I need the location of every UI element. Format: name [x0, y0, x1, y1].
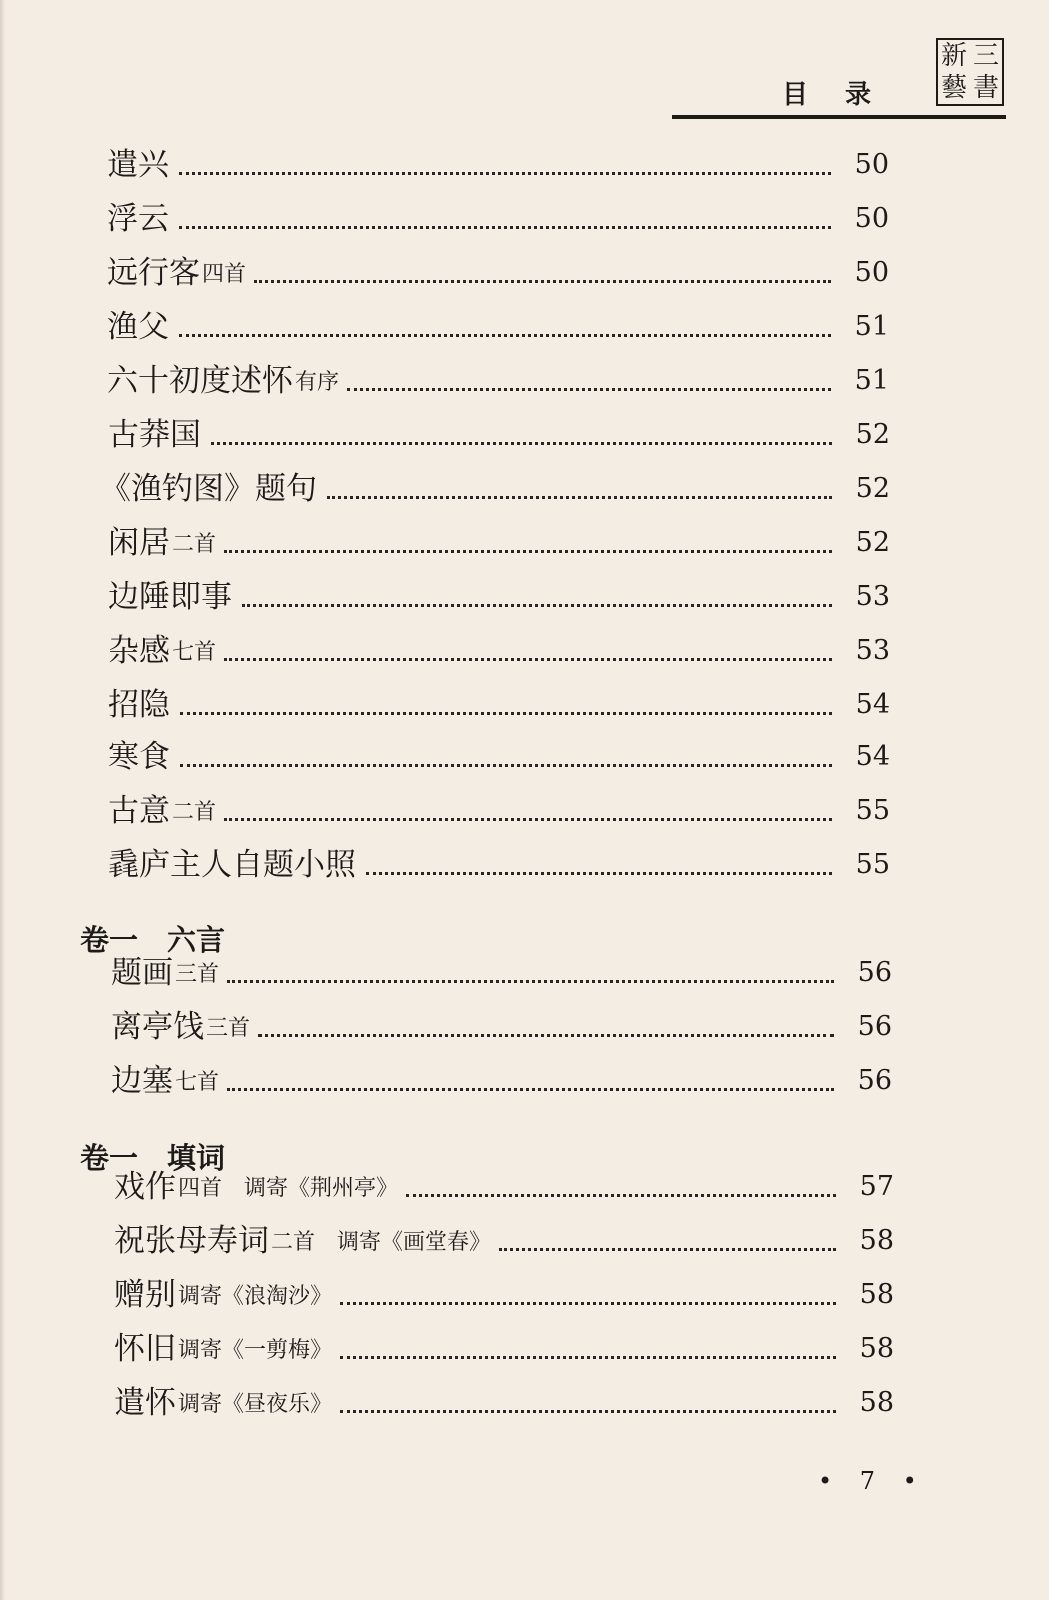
entry-title: 遣怀: [114, 1385, 176, 1421]
toc-entry[interactable]: [111, 1061, 892, 1101]
page-title: 目 录: [781, 80, 885, 110]
leader-dots: [224, 818, 832, 821]
toc-entry[interactable]: [107, 361, 889, 401]
leader-dots: [179, 334, 831, 337]
leader-dots: [340, 1356, 836, 1359]
header-rule: [672, 115, 1006, 119]
entry-page: 51: [854, 365, 889, 396]
entry-title: 渔父: [107, 309, 169, 345]
leader-dots: [224, 658, 832, 661]
entry-page: 56: [857, 957, 892, 988]
entry-page: 58: [859, 1387, 894, 1418]
entry-title: 古莽国: [108, 417, 201, 453]
entry-title: 闲居: [108, 525, 170, 561]
toc-entry[interactable]: [108, 791, 890, 831]
toc-entry[interactable]: [114, 1221, 894, 1261]
seal-char: 新: [940, 41, 967, 71]
toc-entry[interactable]: [107, 145, 889, 185]
leader-dots: [242, 604, 832, 607]
entry-note: 四首 调寄《荆州亭》: [178, 1176, 399, 1201]
entry-note: 七首: [172, 640, 217, 665]
toc-entry[interactable]: [114, 1383, 894, 1423]
entry-title: 寒食: [108, 739, 170, 775]
entry-page: 50: [854, 203, 889, 234]
entry-page: 58: [859, 1279, 894, 1310]
leader-dots: [499, 1248, 836, 1251]
entry-page: 58: [859, 1225, 894, 1256]
toc-entry[interactable]: [108, 737, 890, 777]
entry-note: 有序: [295, 370, 340, 395]
leader-dots: [340, 1302, 836, 1305]
entry-page: 55: [855, 849, 890, 880]
entry-page: 56: [857, 1065, 892, 1096]
section-heading: 卷一 填词: [80, 1141, 226, 1175]
entry-title: 毳庐主人自题小照: [108, 847, 356, 883]
leader-dots: [347, 388, 831, 391]
entry-page: 54: [855, 689, 890, 720]
toc-entry[interactable]: [108, 415, 890, 455]
entry-note: 三首: [206, 1016, 251, 1041]
entry-page: 51: [854, 311, 889, 342]
entry-title: 边塞: [111, 1063, 173, 1099]
page-edge-shadow: [0, 0, 5, 1600]
leader-dots: [254, 280, 831, 283]
leader-dots: [224, 550, 832, 553]
seal-char: 書: [972, 73, 999, 103]
entry-title: 题画: [111, 955, 173, 991]
entry-title: 招隐: [108, 687, 170, 723]
entry-note: 二首: [172, 532, 217, 557]
entry-page: 52: [855, 419, 890, 450]
toc-entry[interactable]: [111, 1007, 892, 1047]
leader-dots: [179, 226, 831, 229]
entry-page: 57: [859, 1171, 894, 1202]
seal-char: 三: [972, 41, 999, 71]
seal-char: 藝: [940, 73, 967, 103]
leader-dots: [179, 172, 831, 175]
toc-entry[interactable]: [114, 1275, 894, 1315]
entry-title: 六十初度述怀: [107, 363, 293, 399]
toc-entry[interactable]: [100, 469, 890, 509]
entry-title: 边陲即事: [108, 579, 232, 615]
entry-note: 三首: [175, 962, 220, 987]
entry-title: 《渔钓图》题句: [100, 471, 317, 507]
toc-entry[interactable]: [111, 953, 892, 993]
entry-page: 54: [855, 741, 890, 772]
entry-title: 离亭饯: [111, 1009, 204, 1045]
entry-page: 50: [854, 257, 889, 288]
leader-dots: [406, 1194, 836, 1197]
toc-entry[interactable]: [108, 523, 890, 563]
leader-dots: [327, 496, 832, 499]
entry-note: 调寄《昼夜乐》: [178, 1392, 333, 1417]
entry-page: 50: [854, 149, 889, 180]
leader-dots: [180, 764, 832, 767]
entry-title: 古意: [108, 793, 170, 829]
entry-note: 七首: [175, 1070, 220, 1095]
leader-dots: [180, 712, 832, 715]
entry-title: 祝张母寿词: [114, 1223, 269, 1259]
toc-entry[interactable]: [107, 199, 889, 239]
leader-dots: [211, 442, 832, 445]
entry-page: 52: [855, 473, 890, 504]
leader-dots: [227, 1088, 834, 1091]
toc-entry[interactable]: [107, 253, 889, 293]
entry-title: 浮云: [107, 201, 169, 237]
toc-entry[interactable]: [108, 845, 890, 885]
toc-entry[interactable]: [108, 631, 890, 671]
entry-page: 58: [859, 1333, 894, 1364]
toc-entry[interactable]: [108, 685, 890, 725]
section-heading: 卷一 六言: [80, 923, 226, 957]
toc-entry[interactable]: [114, 1167, 894, 1207]
toc-entry[interactable]: [108, 577, 890, 617]
entry-title: 远行客: [107, 255, 200, 291]
entry-title: 杂感: [108, 633, 170, 669]
leader-dots: [366, 872, 832, 875]
entry-note: 调寄《浪淘沙》: [178, 1284, 333, 1309]
entry-note: 调寄《一剪梅》: [178, 1338, 333, 1363]
entry-page: 53: [855, 635, 890, 666]
entry-page: 56: [857, 1011, 892, 1042]
entry-note: 二首 调寄《画堂春》: [271, 1230, 492, 1255]
entry-title: 赠别: [114, 1277, 176, 1313]
entry-note: 四首: [202, 262, 247, 287]
leader-dots: [258, 1034, 834, 1037]
leader-dots: [340, 1410, 836, 1413]
entry-note: 二首: [172, 800, 217, 825]
seal-stamp: [936, 38, 1004, 106]
leader-dots: [227, 980, 834, 983]
toc-entry[interactable]: [114, 1329, 894, 1369]
page-number: • 7 •: [818, 1467, 927, 1495]
entry-page: 53: [855, 581, 890, 612]
toc-entry[interactable]: [107, 307, 889, 347]
entry-page: 52: [855, 527, 890, 558]
entry-title: 戏作: [114, 1169, 176, 1205]
entry-title: 怀旧: [114, 1331, 176, 1367]
entry-page: 55: [855, 795, 890, 826]
entry-title: 遣兴: [107, 147, 169, 183]
